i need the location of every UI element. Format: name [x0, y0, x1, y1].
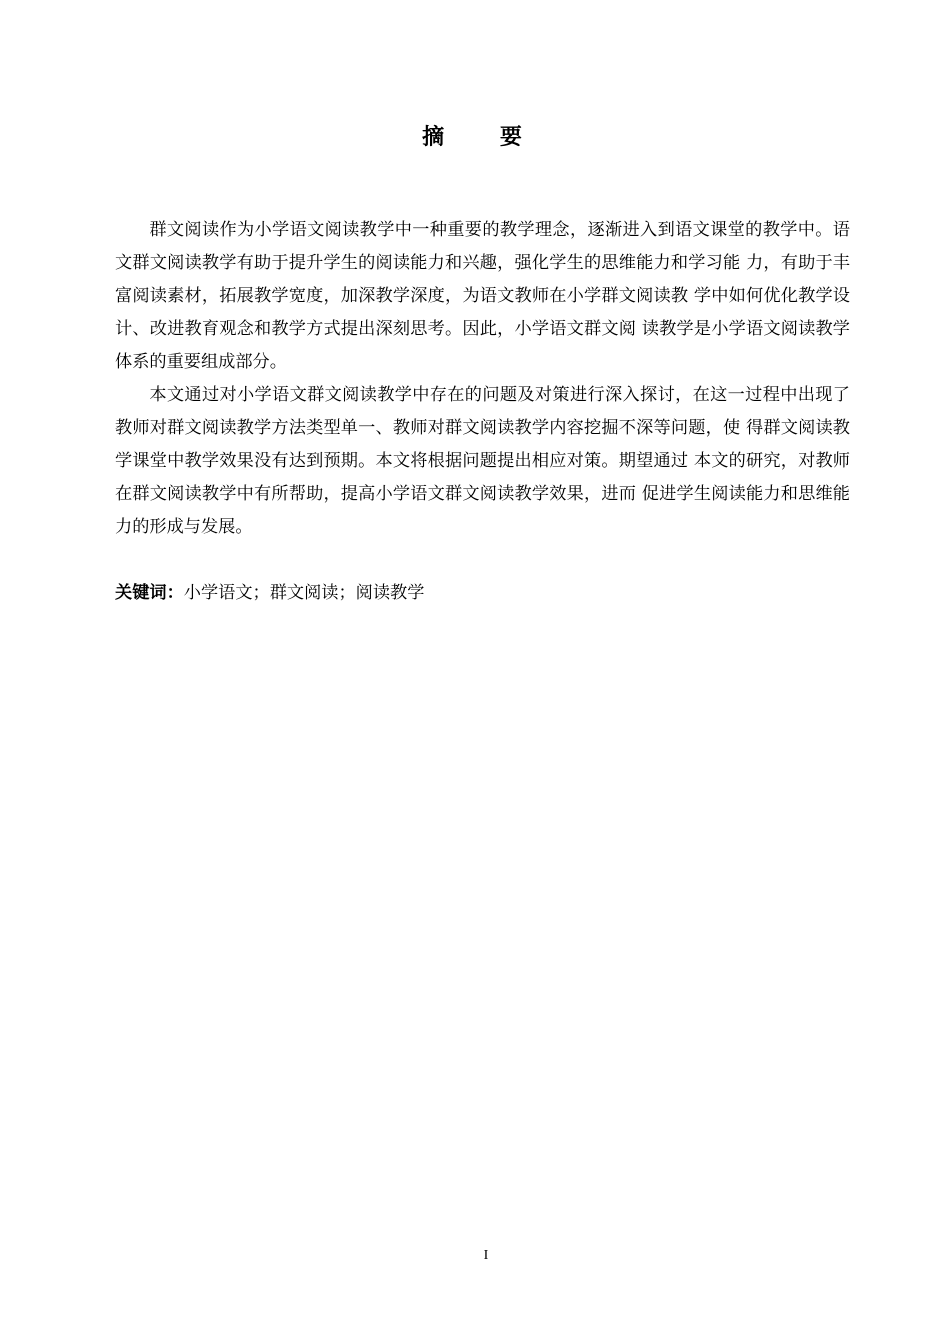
abstract-paragraph-2: 本文通过对小学语文群文阅读教学中存在的问题及对策进行深入探讨，在这一过程中出现了教师对群文阅读教学方法类型单一、教师对群文阅读教学内容挖掘不深等问题，使 得群文阅读教学课堂中教学效果没有达到预期。本文将根据问题提出相应对策。期望通过 本文的研究，对教师在群文阅读教学中有所帮助，提高小学语文群文阅读教学效果，进而 促进学生阅读能力和思维能力的形成与发展。 — [115, 385, 850, 537]
abstract-paragraph-1: 群文阅读作为小学语文阅读教学中一种重要的教学理念，逐渐进入到语文课堂的教学中。语文群文阅读教学有助于提升学生的阅读能力和兴趣，强化学生的思维能力和学习能 力，有助于丰富阅读素材，拓展教学宽度，加深教学深度，为语文教师在小学群文阅读教 学中如何优化教学设计、改进教育观念和教学方式提出深刻思考。因此，小学语文群文阅 读教学是小学语文阅读教学体系的重要组成部分。 — [115, 220, 850, 372]
page-number: I — [483, 1248, 489, 1263]
abstract-body — [115, 214, 850, 544]
abstract-title: 摘 要 — [422, 125, 546, 150]
keywords-value: 小学语文；群文阅读；阅读教学 — [183, 583, 425, 603]
keywords-label: 关键词： — [115, 583, 184, 603]
keywords-line — [115, 577, 850, 610]
